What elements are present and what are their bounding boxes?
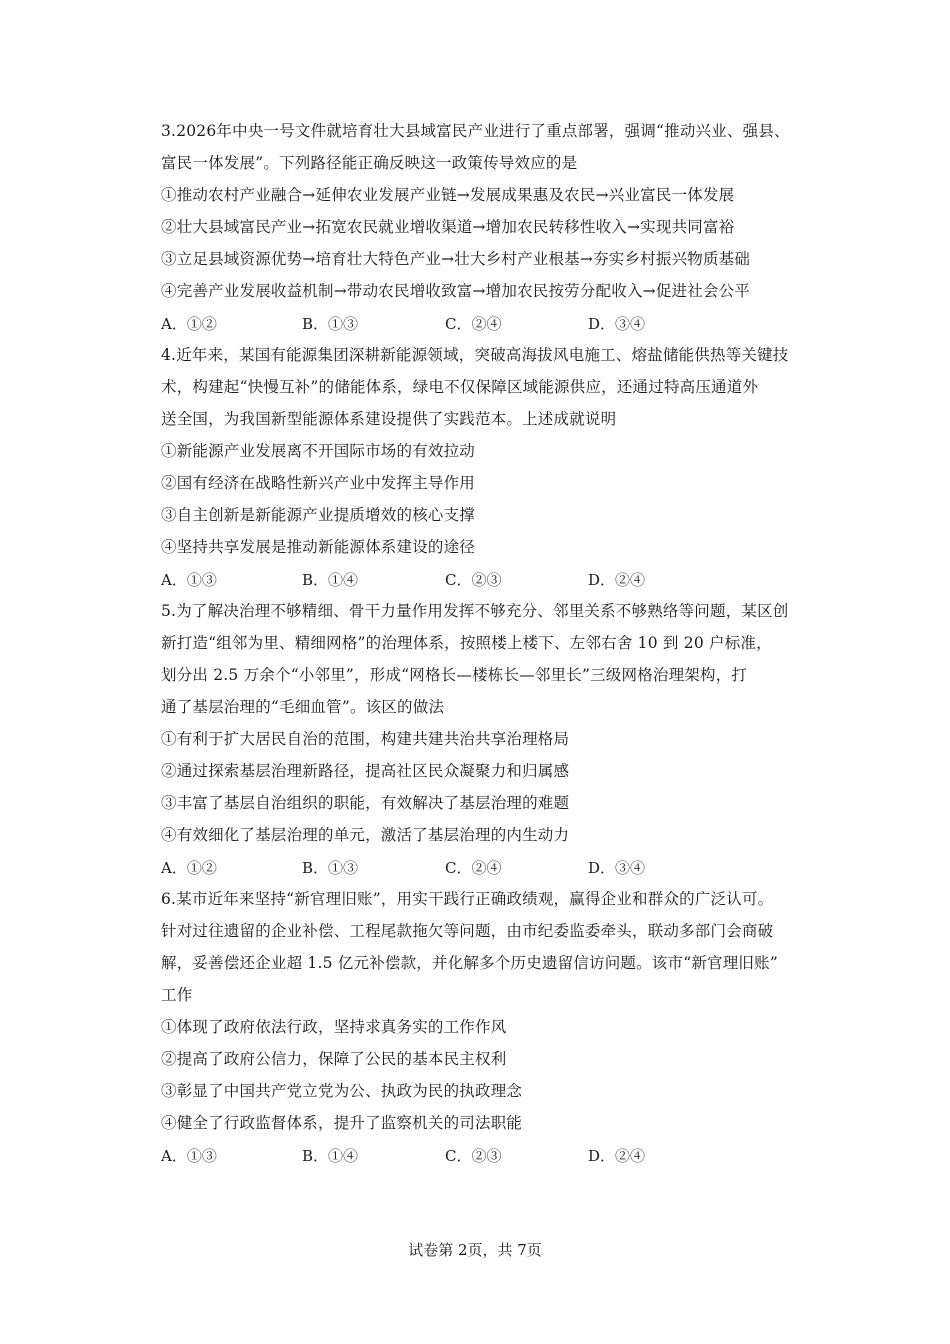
statement-item: ①有利于扩大居民自治的范围，构建共建共治共享治理格局 <box>161 730 570 748</box>
option-b: B．①④ <box>302 571 359 589</box>
option-b: B．①③ <box>302 315 359 333</box>
statement-item: ③立足县域资源优势→培育壮大特色产业→壮大乡村产业根基→夯实乡村振兴物质基础 <box>161 250 751 268</box>
question-stem-line: 5.为了解决治理不够精细、骨干力量作用发挥不够充分、邻里关系不够熟络等问题，某区创 <box>161 602 789 620</box>
option-b: B．①④ <box>302 1147 359 1165</box>
statement-item: ①推动农村产业融合→延伸农业发展产业链→发展成果惠及农民→兴业富民一体发展 <box>161 186 735 204</box>
statement-item: ②通过探索基层治理新路径，提高社区民众凝聚力和归属感 <box>161 762 570 780</box>
option-c: C．②③ <box>445 1147 502 1165</box>
option-a: A．①③ <box>161 1147 217 1165</box>
statement-item: ②国有经济在战略性新兴产业中发挥主导作用 <box>161 474 476 492</box>
question-stem-line: 针对过往遗留的企业补偿、工程尾款拖欠等问题，由市纪委监委牵头，联动多部门会商破 <box>161 922 774 940</box>
option-b: B．①③ <box>302 859 359 877</box>
question-stem-line: 解，妥善偿还企业超 1.5 亿元补偿款，并化解多个历史遗留信访问题。该市“新官理旧账” <box>161 954 778 972</box>
question-stem-line: 新打造“组邻为里、精细网格”的治理体系，按照楼上楼下、左邻右舍 10 到 20 户标准， <box>161 634 772 652</box>
option-a: A．①② <box>161 859 217 877</box>
question-stem-line: 术，构建起“快慢互补”的储能体系，绿电不仅保障区域能源供应，还通过特高压通道外 <box>161 378 759 396</box>
option-a: A．①② <box>161 315 217 333</box>
option-d: D．②④ <box>588 571 646 589</box>
page-footer: 试卷第 2页，共 7页 <box>408 1241 542 1259</box>
statement-item: ④健全了行政监督体系，提升了监察机关的司法职能 <box>161 1114 523 1132</box>
statement-item: ③彰显了中国共产党立党为公、执政为民的执政理念 <box>161 1082 523 1100</box>
option-d: D．②④ <box>588 1147 646 1165</box>
statement-item: ③丰富了基层自治组织的职能，有效解决了基层治理的难题 <box>161 794 570 812</box>
question-stem-line: 送全国，为我国新型能源体系建设提供了实践范本。上述成就说明 <box>161 410 617 428</box>
statement-item: ①新能源产业发展离不开国际市场的有效拉动 <box>161 442 476 460</box>
option-c: C．②④ <box>445 859 502 877</box>
statement-item: ④完善产业发展收益机制→带动农民增收致富→增加农民按劳分配收入→促进社会公平 <box>161 282 751 300</box>
option-c: C．②③ <box>445 571 502 589</box>
statement-item: ③自主创新是新能源产业提质增效的核心支撑 <box>161 506 476 524</box>
question-stem-line: 3.2026年中央一号文件就培育壮大县域富民产业进行了重点部署，强调“推动兴业、强县、 <box>161 122 790 140</box>
option-c: C．②④ <box>445 315 502 333</box>
statement-item: ②壮大县域富民产业→拓宽农民就业增收渠道→增加农民转移性收入→实现共同富裕 <box>161 218 735 236</box>
statement-item: ④坚持共享发展是推动新能源体系建设的途径 <box>161 538 476 556</box>
option-a: A．①③ <box>161 571 217 589</box>
question-stem-line: 划分出 2.5 万余个“小邻里”，形成“网格长—楼栋长—邻里长”三级网格治理架构，打 <box>161 666 748 684</box>
statement-item: ①体现了政府依法行政，坚持求真务实的工作作风 <box>161 1018 507 1036</box>
question-stem-line: 工作 <box>161 986 193 1004</box>
question-stem-line: 4.近年来，某国有能源集团深耕新能源领域，突破高海拔风电施工、熔盐储能供热等关键技 <box>161 346 789 364</box>
statement-item: ④有效细化了基层治理的单元，激活了基层治理的内生动力 <box>161 826 570 844</box>
question-stem-line: 富民一体发展”。下列路径能正确反映这一政策传导效应的是 <box>161 154 578 172</box>
statement-item: ②提高了政府公信力，保障了公民的基本民主权利 <box>161 1050 507 1068</box>
question-stem-line: 6.某市近年来坚持“新官理旧账”，用实干践行正确政绩观，赢得企业和群众的广泛认可。 <box>161 890 774 908</box>
option-d: D．③④ <box>588 315 646 333</box>
option-d: D．③④ <box>588 859 646 877</box>
question-stem-line: 通了基层治理的“毛细血管”。该区的做法 <box>161 698 445 716</box>
